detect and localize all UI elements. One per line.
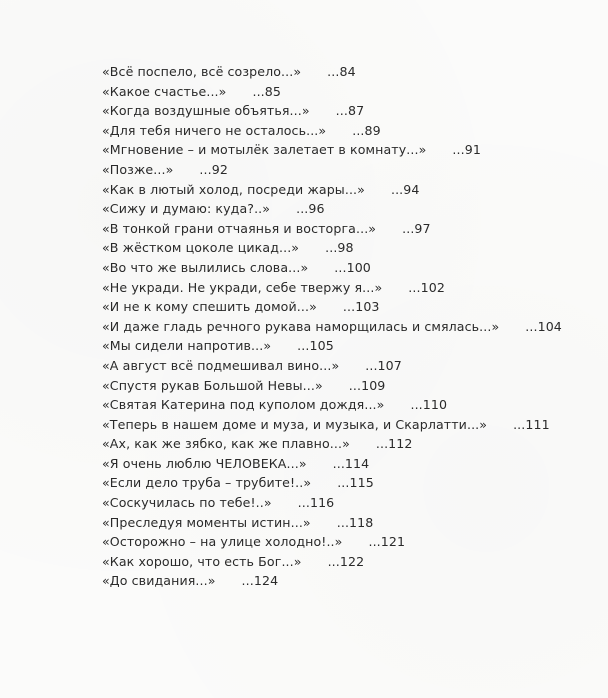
toc-entry bbox=[102, 356, 562, 376]
toc-entry bbox=[102, 219, 562, 239]
toc-entry-page: ...112 bbox=[375, 436, 413, 452]
toc-entry-page: ...94 bbox=[390, 181, 420, 197]
toc-entry bbox=[102, 317, 562, 337]
toc-entry-title: «Какое счастье...» bbox=[102, 83, 227, 99]
toc-entry-title: «Святая Катерина под куполом дождя...» bbox=[102, 397, 385, 413]
toc-entry bbox=[102, 434, 562, 454]
toc-entry bbox=[102, 552, 562, 572]
toc-entry bbox=[102, 82, 562, 102]
toc-entry-title: «Я очень люблю ЧЕЛОВЕКА...» bbox=[102, 455, 307, 471]
toc-entry bbox=[102, 571, 562, 591]
toc-entry-page: ...100 bbox=[334, 259, 371, 275]
toc-entry-page: ...109 bbox=[348, 377, 386, 393]
toc-entry bbox=[102, 297, 562, 317]
toc-entry-title: «Преследуя моменты истин...» bbox=[102, 514, 311, 530]
toc-entry-page: ...116 bbox=[297, 495, 335, 511]
toc-entry-title: «И даже гладь речного рукава наморщилась и смялась...» bbox=[102, 318, 500, 334]
toc-entry-title: «Мгновение – и мотылёк залетает в комнату...» bbox=[102, 142, 427, 158]
toc-entry-title: «Если дело труба – трубите!..» bbox=[102, 475, 312, 491]
toc-entry-page: ...111 bbox=[513, 416, 550, 432]
toc-entry-title: «И не к кому спешить домой...» bbox=[102, 299, 317, 315]
toc-entry-page: ...114 bbox=[332, 455, 370, 471]
toc-entry-page: ...121 bbox=[368, 534, 406, 550]
toc-entry bbox=[102, 140, 562, 160]
toc-entry-page: ...110 bbox=[410, 397, 448, 413]
toc-entry-page: ...122 bbox=[327, 553, 365, 569]
toc-entry bbox=[102, 473, 562, 493]
toc-entry-page: ...118 bbox=[336, 514, 374, 530]
toc-entry bbox=[102, 415, 562, 435]
toc-entry-page: ...89 bbox=[352, 122, 381, 138]
toc-entry bbox=[102, 199, 562, 219]
toc-entry-title: «Соскучилась по тебе!..» bbox=[102, 495, 272, 511]
toc-entry bbox=[102, 160, 562, 180]
toc-entry bbox=[102, 513, 562, 533]
toc-entry-title: «Как в лютый холод, посреди жары...» bbox=[102, 181, 365, 197]
toc-entry-title: «Всё поспело, всё созрело...» bbox=[102, 64, 302, 79]
toc-entry-page: ...98 bbox=[325, 240, 354, 256]
toc-entry bbox=[102, 336, 562, 356]
toc-entry-page: ...102 bbox=[408, 279, 445, 295]
toc-entry-page: ...91 bbox=[452, 142, 481, 158]
toc-entry-title: «В тонкой грани отчаянья и восторга...» bbox=[102, 220, 377, 236]
toc-entry-title: «Теперь в нашем доме и муза, и музыка, и Скарлатти...» bbox=[102, 416, 488, 432]
toc-entry-page: ...104 bbox=[525, 318, 562, 334]
toc-entry-page: ...124 bbox=[241, 573, 279, 589]
toc-entry bbox=[102, 532, 562, 552]
toc-entry bbox=[102, 121, 562, 141]
toc-entry bbox=[102, 258, 562, 278]
toc-entry-page: ...85 bbox=[252, 83, 282, 99]
toc-entry-page: ...96 bbox=[296, 201, 325, 217]
toc-entry-page: ...103 bbox=[342, 299, 380, 315]
toc-entry-page: ...87 bbox=[335, 103, 365, 119]
toc-entry-title: «Во что же вылились слова...» bbox=[102, 259, 309, 275]
toc-entry-page: ...84 bbox=[327, 64, 356, 79]
toc-entry bbox=[102, 238, 562, 258]
toc-entry bbox=[102, 180, 562, 200]
toc-entry-page: ...105 bbox=[297, 338, 334, 354]
toc-entry-page: ...97 bbox=[402, 220, 431, 236]
toc-entry-title: «Осторожно – на улице холодно!..» bbox=[102, 534, 343, 550]
toc-entry bbox=[102, 493, 562, 513]
toc-entry-title: «Не укради. Не укради, себе твержу я...» bbox=[102, 279, 383, 295]
toc-entry bbox=[102, 62, 562, 82]
toc-entry-title: «Спустя рукав Большой Невы...» bbox=[102, 377, 323, 393]
toc-entry-title: «Ах, как же зябко, как же плавно...» bbox=[102, 436, 350, 452]
toc-entry-title: «Для тебя ничего не осталось...» bbox=[102, 122, 327, 138]
toc-entry-title: «Как хорошо, что есть Бог...» bbox=[102, 553, 302, 569]
toc-entry bbox=[102, 395, 562, 415]
toc-entry bbox=[102, 376, 562, 396]
toc-entry bbox=[102, 278, 562, 298]
toc-entry-page: ...115 bbox=[337, 475, 374, 491]
toc-entry bbox=[102, 101, 562, 121]
toc-entry-title: «Сижу и думаю: куда?..» bbox=[102, 201, 271, 217]
table-of-contents bbox=[102, 62, 562, 591]
toc-entry bbox=[102, 454, 562, 474]
toc-entry-page: ...92 bbox=[199, 161, 228, 177]
toc-entry-title: «До свидания...» bbox=[102, 573, 216, 589]
toc-entry-page: ...107 bbox=[365, 357, 402, 373]
toc-entry-title: «А август всё подмешивал вино...» bbox=[102, 357, 340, 373]
toc-entry-title: «В жёстком цоколе цикад...» bbox=[102, 240, 300, 256]
toc-entry-title: «Когда воздушные объятья...» bbox=[102, 103, 310, 119]
toc-entry-title: «Мы сидели напротив...» bbox=[102, 338, 272, 354]
toc-entry-title: «Позже...» bbox=[102, 161, 174, 177]
